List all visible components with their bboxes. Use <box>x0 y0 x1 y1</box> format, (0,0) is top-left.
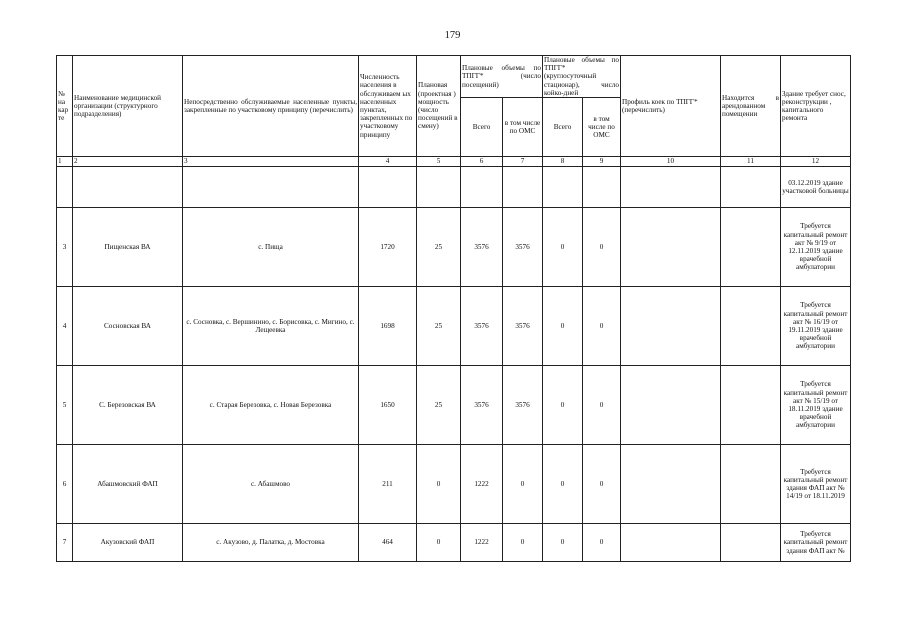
beds-total-value: 0 <box>543 524 583 562</box>
organization-name: Пищенская ВА <box>73 208 183 287</box>
visits-oms-value: 3576 <box>503 287 543 366</box>
header-org: Наименование медицинской организации (структурного подразделения) <box>73 56 183 157</box>
header-beds-group: Плановые объемы по ТПГГ* (круглосуточный стационар), число койко-дней <box>544 56 619 97</box>
column-number: 3 <box>183 157 359 167</box>
empty-cell <box>417 167 461 208</box>
building-remark: Требуется капитальный ремонт акт № 9/19 от 12.11.2019 здание врачебной амбулатории <box>781 208 851 287</box>
empty-cell <box>721 167 781 208</box>
column-number: 8 <box>543 157 583 167</box>
empty-cell <box>73 167 183 208</box>
organization-name: С. Березовская ВА <box>73 366 183 445</box>
beds-oms-value: 0 <box>583 524 621 562</box>
header-beds-oms: в том числе по ОМС <box>583 98 621 157</box>
capacity-value: 25 <box>417 208 461 287</box>
header-settlements: Непосредственно обслуживаемые населенные пункты, закрепленные по участковому принципу (перечислить) <box>183 56 359 157</box>
empty-cell <box>503 167 543 208</box>
facilities-table <box>56 55 851 562</box>
population-value: 1698 <box>359 287 417 366</box>
visits-total-value: 3576 <box>461 287 503 366</box>
table-row <box>57 208 851 287</box>
capacity-value: 0 <box>417 524 461 562</box>
empty-cell <box>57 167 73 208</box>
building-remark: 03.12.2019 здание участковой больницы <box>781 167 851 208</box>
organization-name: Акузовский ФАП <box>73 524 183 562</box>
header-visits-oms: в том числе по ОМС <box>503 98 543 157</box>
column-number: 1 <box>57 157 73 167</box>
column-number-row <box>57 157 851 167</box>
table-row-continuation <box>57 167 851 208</box>
visits-oms-value: 0 <box>503 445 543 524</box>
beds-total-value: 0 <box>543 445 583 524</box>
column-number: 12 <box>781 157 851 167</box>
population-value: 1650 <box>359 366 417 445</box>
header-population: Численность населения в обслуживаем ых населенных пунктах, закрепленных по участковому принципу <box>359 56 417 157</box>
rented-value <box>721 208 781 287</box>
building-remark: Требуется капитальный ремонт здания ФАП акт № <box>781 524 851 562</box>
header-beds-total: Всего <box>543 98 583 157</box>
table-row <box>57 366 851 445</box>
settlements-list: с. Акузово, д. Палатка, д. Мостовка <box>183 524 359 562</box>
bed-profile-value <box>621 366 721 445</box>
empty-cell <box>583 167 621 208</box>
header-rented: Находится в арендованном помещении <box>721 56 781 157</box>
settlements-list: с. Абашмово <box>183 445 359 524</box>
capacity-value: 25 <box>417 366 461 445</box>
visits-oms-value: 0 <box>503 524 543 562</box>
organization-name: Сосновская ВА <box>73 287 183 366</box>
bed-profile-value <box>621 445 721 524</box>
bed-profile-value <box>621 208 721 287</box>
beds-oms-value: 0 <box>583 445 621 524</box>
column-number: 7 <box>503 157 543 167</box>
header-capacity: Плановая (проектная ) мощность (число посещений в смену) <box>417 56 461 157</box>
empty-cell <box>543 167 583 208</box>
beds-oms-value: 0 <box>583 208 621 287</box>
organization-name: Абашмовский ФАП <box>73 445 183 524</box>
rented-value <box>721 287 781 366</box>
capacity-value: 25 <box>417 287 461 366</box>
visits-total-value: 1222 <box>461 524 503 562</box>
empty-cell <box>359 167 417 208</box>
table-row <box>57 287 851 366</box>
bed-profile-value <box>621 287 721 366</box>
settlements-list: с. Старая Березовка, с. Новая Березовка <box>183 366 359 445</box>
population-value: 211 <box>359 445 417 524</box>
header-no: № на кар те <box>57 56 73 157</box>
header-visits-group: Плановые объемы по ТПГГ* (число посещений) <box>461 56 543 98</box>
visits-oms-value: 3576 <box>503 208 543 287</box>
capacity-value: 0 <box>417 445 461 524</box>
empty-cell <box>183 167 359 208</box>
building-remark: Требуется капитальный ремонт здания ФАП акт № 14/19 от 18.11.2019 <box>781 445 851 524</box>
column-number: 10 <box>621 157 721 167</box>
beds-oms-value: 0 <box>583 366 621 445</box>
row-number: 4 <box>57 287 73 366</box>
population-value: 1720 <box>359 208 417 287</box>
column-number: 11 <box>721 157 781 167</box>
beds-total-value: 0 <box>543 287 583 366</box>
bed-profile-value <box>621 524 721 562</box>
visits-total-value: 1222 <box>461 445 503 524</box>
column-number: 5 <box>417 157 461 167</box>
column-number: 4 <box>359 157 417 167</box>
column-number: 6 <box>461 157 503 167</box>
empty-cell <box>461 167 503 208</box>
rented-value <box>721 524 781 562</box>
header-visits-total: Всего <box>461 98 503 157</box>
header-profile: Профиль коек по ТПГГ* (перечислить) <box>621 56 721 157</box>
visits-total-value: 3576 <box>461 208 503 287</box>
building-remark: Требуется капитальный ремонт акт № 16/19 от 19.11.2019 здание врачебной амбулатории <box>781 287 851 366</box>
header-row-1 <box>57 56 851 98</box>
beds-oms-value: 0 <box>583 287 621 366</box>
settlements-list: с. Пища <box>183 208 359 287</box>
row-number: 6 <box>57 445 73 524</box>
beds-total-value: 0 <box>543 366 583 445</box>
visits-oms-value: 3576 <box>503 366 543 445</box>
population-value: 464 <box>359 524 417 562</box>
empty-cell <box>621 167 721 208</box>
beds-total-value: 0 <box>543 208 583 287</box>
row-number: 3 <box>57 208 73 287</box>
table-row <box>57 445 851 524</box>
row-number: 5 <box>57 366 73 445</box>
column-number: 9 <box>583 157 621 167</box>
rented-value <box>721 366 781 445</box>
rented-value <box>721 445 781 524</box>
table-row <box>57 524 851 562</box>
row-number: 7 <box>57 524 73 562</box>
header-building: Здание требует снос, реконструкции , капитального ремонта <box>781 56 851 157</box>
column-number: 2 <box>73 157 183 167</box>
building-remark: Требуется капитальный ремонт акт № 15/19 от 18.11.2019 здание врачебной амбулатории <box>781 366 851 445</box>
page-number: 179 <box>444 30 461 41</box>
visits-total-value: 3576 <box>461 366 503 445</box>
settlements-list: с. Сосновка, с. Вершинино, с. Борисовка, с. Мигино, с. Лещеевка <box>183 287 359 366</box>
